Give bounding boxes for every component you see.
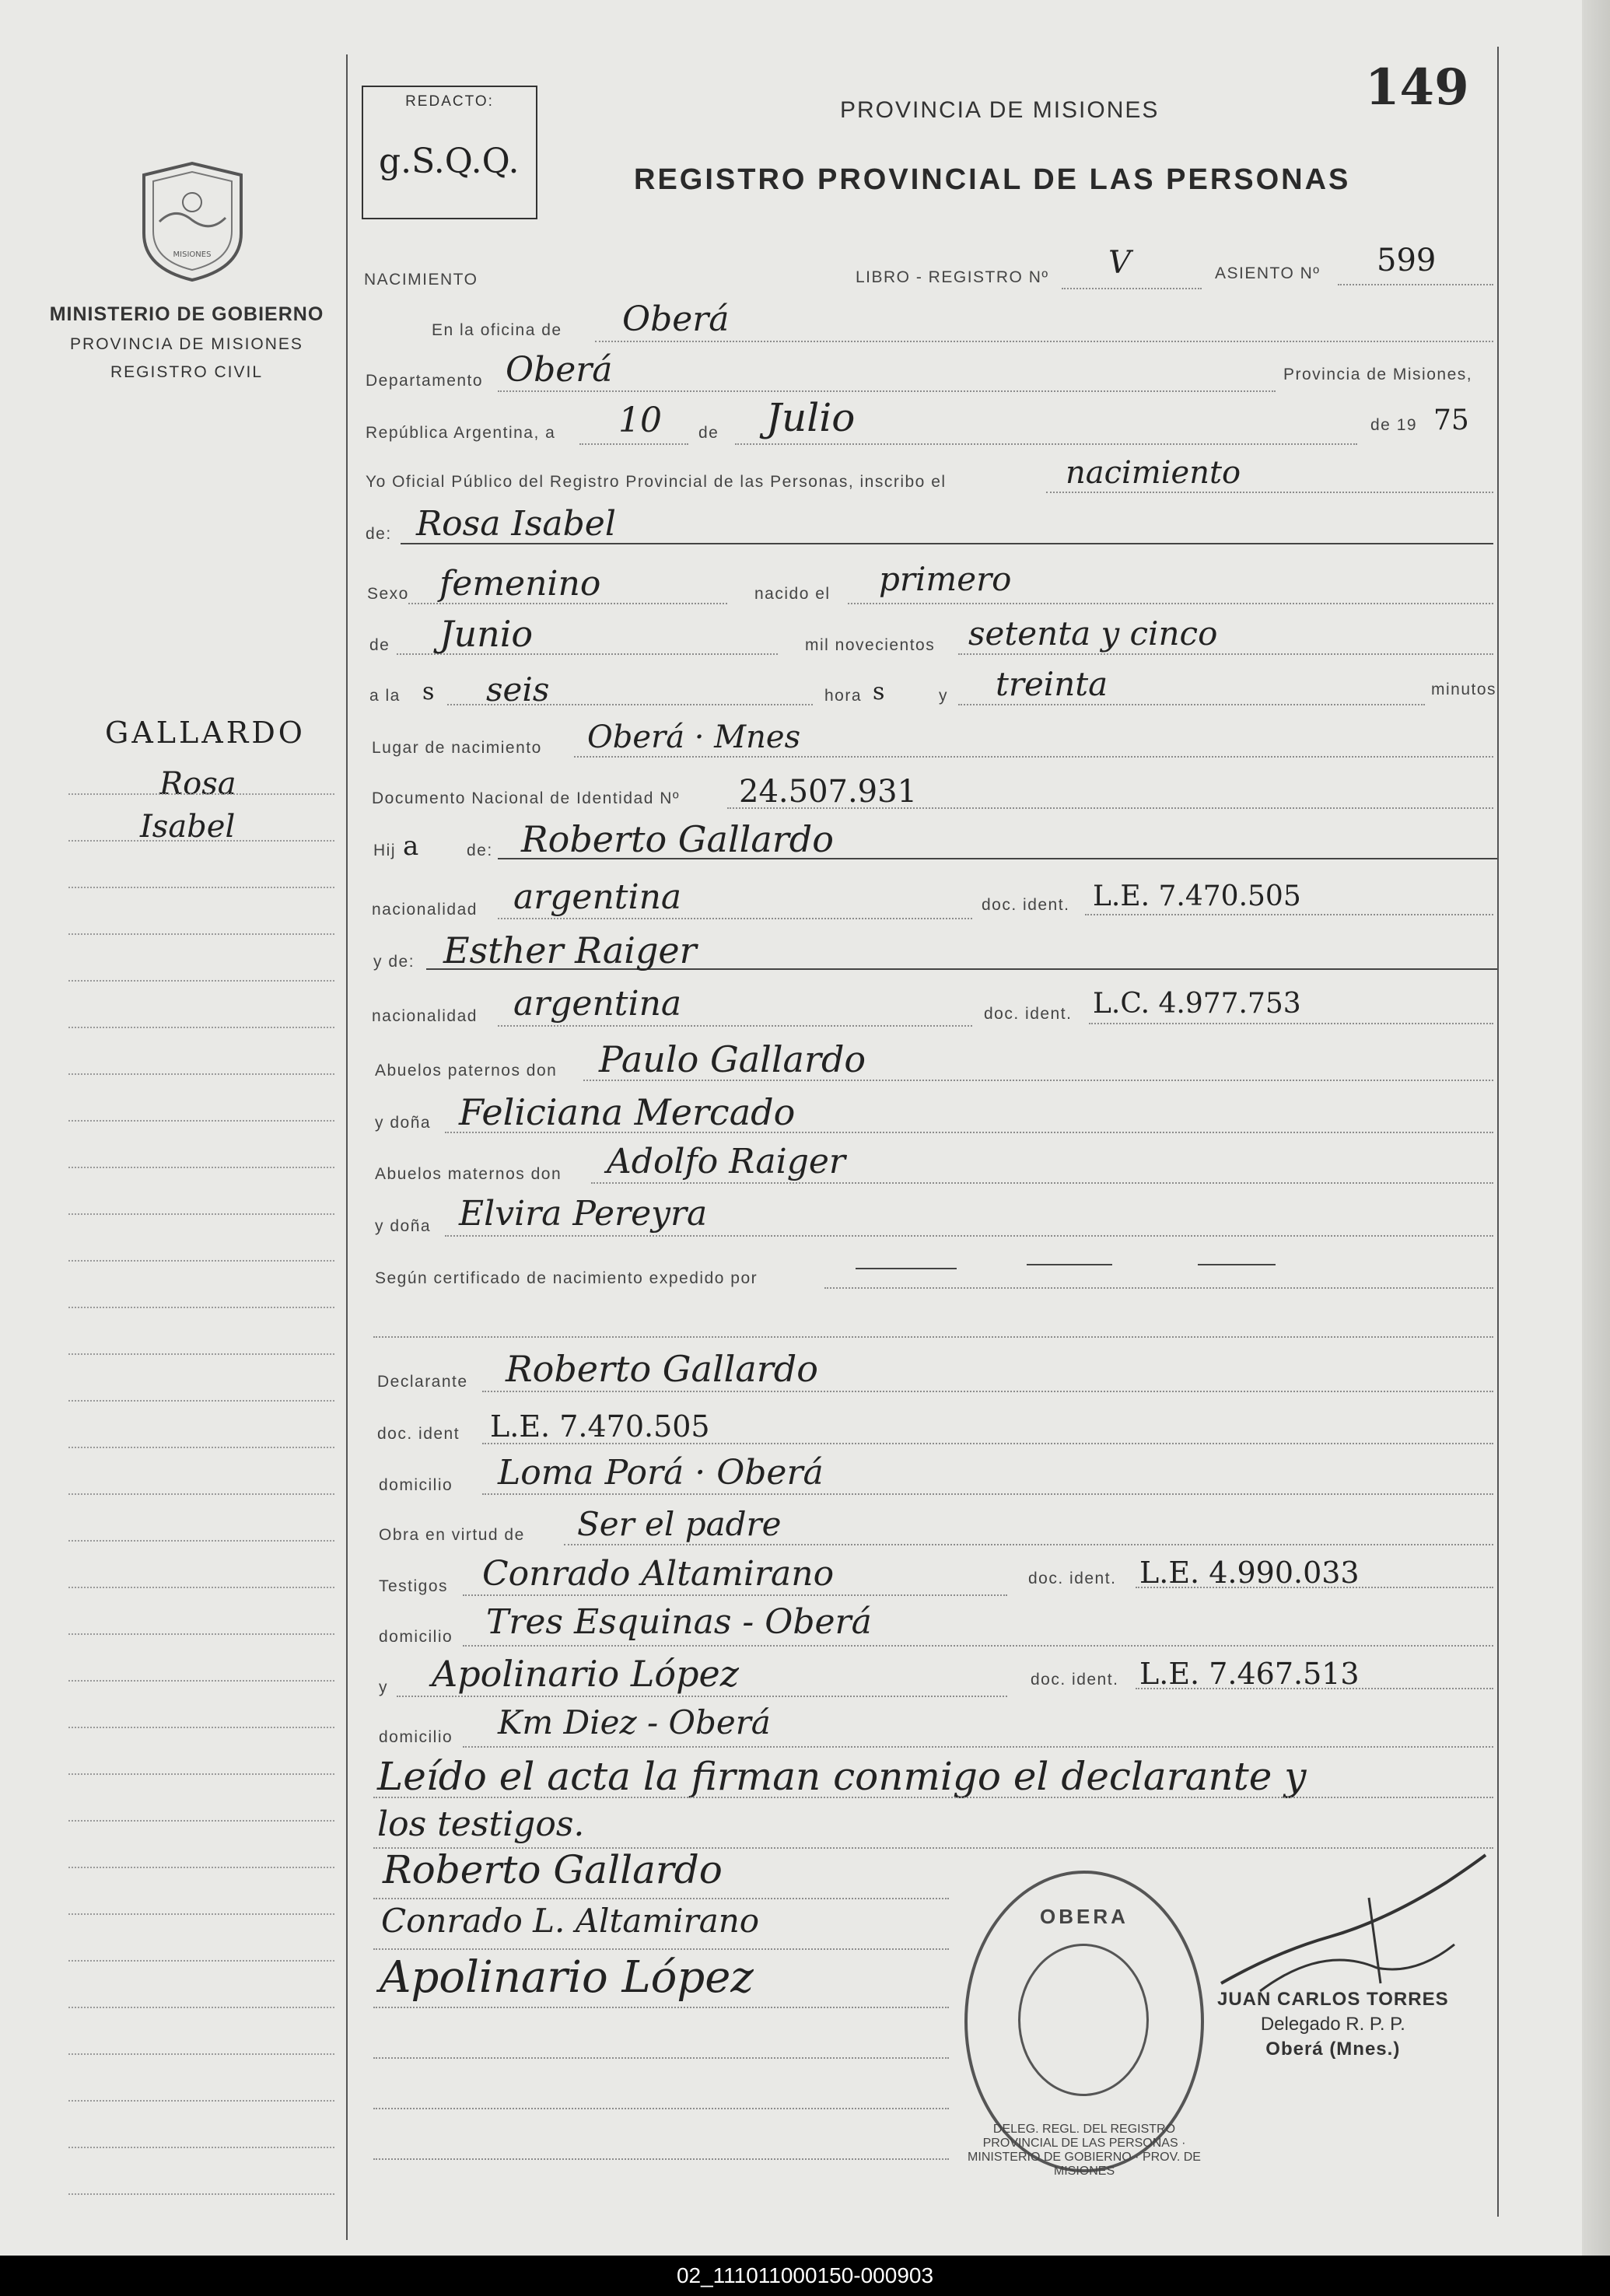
segun-label: Según certificado de nacimiento expedido por — [375, 1269, 758, 1287]
dom3-value: Km Diez - Oberá — [498, 1703, 771, 1741]
ala-label: a la — [369, 687, 401, 705]
nac2-label: nacionalidad — [372, 1007, 478, 1025]
horas-suffix: s — [873, 678, 885, 705]
svg-text:MISIONES: MISIONES — [173, 250, 212, 259]
ministry-title: MINISTERIO DE GOBIERNO — [49, 303, 324, 325]
dom3-label: domicilio — [379, 1728, 453, 1746]
ministry-block — [47, 303, 327, 382]
dom2-value: Tres Esquinas - Oberá — [486, 1602, 872, 1642]
doct2-label: doc. ident. — [1031, 1671, 1119, 1689]
doc1-value: L.E. 7.470.505 — [1093, 880, 1301, 912]
hijo-de-label: de: — [467, 842, 493, 859]
doc2-value: L.C. 4.977.753 — [1093, 988, 1301, 1020]
lugar-label: Lugar de nacimiento — [372, 739, 542, 757]
margin-note-surname: GALLARDO — [105, 716, 306, 750]
dom2-label: domicilio — [379, 1628, 453, 1646]
lugar-value: Oberá · Mnes — [587, 719, 801, 755]
mes-value: Julio — [766, 395, 856, 440]
signature-declarante: Roberto Gallardo — [383, 1847, 723, 1892]
ydona1-label: y doña — [375, 1114, 432, 1132]
testigo1-value: Conrado Altamirano — [482, 1554, 835, 1594]
province-heading: PROVINCIA DE MISIONES — [840, 97, 1160, 123]
margin-note-name1: Rosa — [159, 766, 236, 802]
nacimiento-label: NACIMIENTO — [364, 271, 478, 289]
abm-value: Adolfo Raiger — [607, 1142, 845, 1181]
stamp-inner-seal — [1018, 1944, 1149, 2096]
testigos-label: Testigos — [379, 1577, 449, 1595]
official-name: JUAN CARLOS TORRES — [1217, 1989, 1449, 2010]
obra-value: Ser el padre — [577, 1505, 782, 1543]
horas-label: hora — [824, 687, 863, 705]
ala-suffix: s — [422, 678, 435, 705]
sexo-label: Sexo — [367, 585, 409, 603]
libro-value-text: V — [1108, 245, 1131, 281]
mes-nac-value: Junio — [439, 613, 534, 655]
anio-value: 75 — [1433, 404, 1469, 436]
de3-label: de — [369, 636, 390, 654]
doct1-label: doc. ident. — [1028, 1570, 1117, 1587]
dom1-value: Loma Porá · Oberá — [498, 1453, 824, 1493]
y2-label: y — [379, 1678, 388, 1696]
left-margin-rule — [346, 54, 348, 2240]
asiento-label: ASIENTO Nº — [1215, 264, 1321, 282]
yde-label: y de: — [373, 953, 415, 971]
nacido-label: nacido el — [754, 585, 831, 603]
obra-label: Obra en virtud de — [379, 1526, 525, 1544]
redacto-value: g.S.Q.Q. — [379, 142, 520, 181]
ministry-civil-registry: REGISTRO CIVIL — [110, 363, 264, 381]
nacido-value: primero — [879, 560, 1012, 598]
nombre-value: Rosa Isabel — [416, 504, 616, 544]
dia-value: 10 — [618, 401, 662, 440]
minutos-value: treinta — [996, 665, 1108, 703]
minutos-label: minutos — [1431, 681, 1497, 698]
oficial-value: nacimiento — [1066, 455, 1241, 491]
ministry-province: PROVINCIA DE MISIONES — [70, 335, 303, 353]
margin-note-name2: Isabel — [140, 809, 236, 845]
doc2-label: doc. ident. — [984, 1005, 1073, 1023]
anio-nac-value: setenta y cinco — [968, 614, 1218, 653]
provincia-label: Provincia de Misiones, — [1283, 366, 1473, 383]
leido-line1: Leído el acta la firman conmigo el declarante y — [377, 1754, 1307, 1799]
registry-heading: REGISTRO PROVINCIAL DE LAS PERSONAS — [634, 163, 1351, 196]
docdecl-label: doc. ident — [377, 1425, 460, 1443]
docdecl-value: L.E. 7.470.505 — [490, 1409, 710, 1444]
abp-value: Paulo Gallardo — [599, 1038, 866, 1080]
hijo-suffix: a — [403, 831, 419, 862]
anio-label: de 19 — [1370, 416, 1418, 434]
oficina-value: Oberá — [622, 299, 730, 339]
libro-label: LIBRO - REGISTRO Nº — [856, 268, 1049, 286]
official-title: Delegado R. P. P. — [1260, 2014, 1405, 2035]
asiento-value: 599 — [1377, 243, 1437, 278]
oficina-label: En la oficina de — [432, 321, 562, 339]
ministry-seal — [136, 159, 249, 284]
depto-label: Departamento — [366, 372, 484, 390]
doct2-value: L.E. 7.467.513 — [1139, 1657, 1360, 1691]
dni-label: Documento Nacional de Identidad Nº — [372, 789, 681, 807]
signature-testigo1: Conrado L. Altamirano — [381, 1902, 760, 1940]
madre-value: Esther Raiger — [443, 929, 697, 971]
declarante-label: Declarante — [377, 1373, 468, 1391]
official-stamp — [964, 1871, 1204, 2178]
de-label: de — [698, 424, 719, 442]
stamp-ring-text: DELEG. REGL. DEL REGISTRO PROVINCIAL DE LAS PERSONAS · MINISTERIO DE GOBIERNO · PROV. DE MISIONES — [968, 2123, 1201, 2178]
declarante-value: Roberto Gallardo — [506, 1348, 818, 1390]
dom1-label: domicilio — [379, 1476, 453, 1494]
testigo2-value: Apolinario López — [432, 1653, 739, 1695]
republica-label: República Argentina, a — [366, 424, 556, 442]
redacto-box — [362, 86, 537, 219]
abm-label: Abuelos maternos don — [375, 1165, 562, 1183]
abm2-value: Elvira Pereyra — [459, 1194, 708, 1234]
doc1-label: doc. ident. — [982, 896, 1070, 914]
leido-line2: los testigos. — [377, 1804, 585, 1844]
image-id-footer: 02_111011000150-000903 — [0, 2256, 1610, 2296]
nac2-value: argentina — [513, 984, 682, 1024]
doct1-value: L.E. 4.990.033 — [1139, 1556, 1360, 1590]
official-place: Oberá (Mnes.) — [1265, 2039, 1401, 2060]
nac1-label: nacionalidad — [372, 901, 478, 919]
y-label: y — [939, 687, 948, 705]
abp-label: Abuelos paternos don — [375, 1062, 558, 1080]
folio-number: 149 — [1365, 58, 1469, 117]
hijo-label: Hij — [373, 842, 396, 859]
abp2-value: Feliciana Mercado — [459, 1091, 796, 1133]
mil-label: mil novecientos — [805, 636, 936, 654]
signature-testigo2: Apolinario López — [380, 1952, 754, 2003]
stamp-city: OBERA — [1040, 1905, 1129, 1928]
ydona2-label: y doña — [375, 1217, 432, 1235]
dni-value: 24.507.931 — [739, 774, 918, 810]
official-signature-mark — [1213, 1851, 1501, 2007]
nac1-value: argentina — [513, 877, 682, 917]
padre-value: Roberto Gallardo — [521, 818, 834, 860]
depto-value: Oberá — [506, 350, 613, 390]
nombre-label: de: — [366, 525, 392, 543]
hora-value: seis — [486, 670, 550, 709]
redacto-label: REDACTO: — [405, 93, 494, 110]
oficial-label: Yo Oficial Público del Registro Provincial de las Personas, inscribo el — [366, 473, 947, 491]
page-edge — [1582, 0, 1610, 2256]
sexo-value: femenino — [439, 564, 601, 604]
official-signature-block — [1217, 1987, 1449, 2062]
